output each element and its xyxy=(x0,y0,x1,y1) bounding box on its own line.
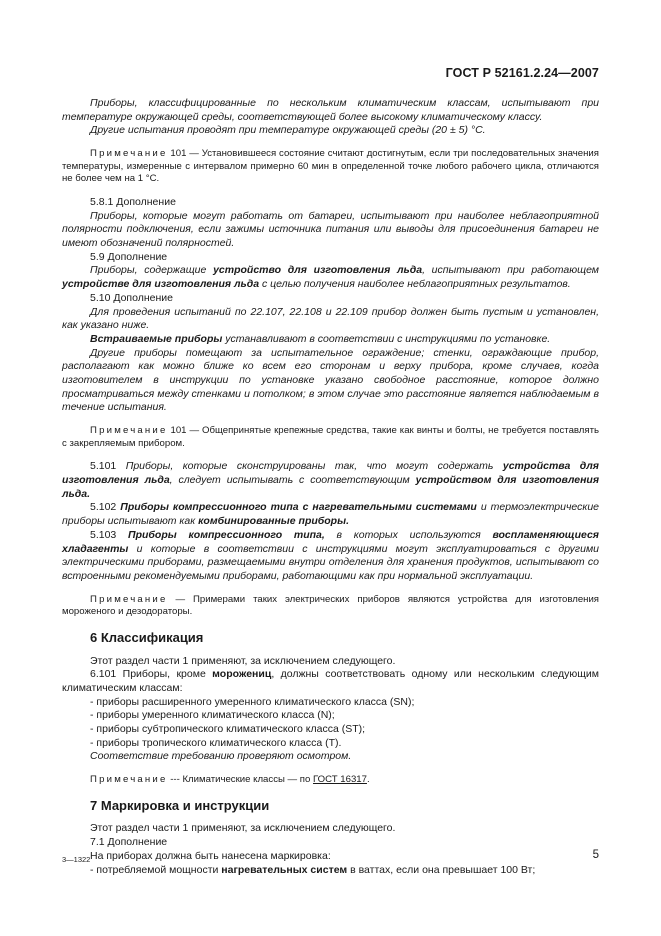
text: в которых используются xyxy=(324,528,493,541)
note-label: Примечание xyxy=(90,148,168,160)
text: и термоэлектрические приборы испытывают как xyxy=(62,501,599,528)
note-label: Примечание xyxy=(90,425,168,437)
section-5-9-title: 5.9 Дополнение xyxy=(90,250,168,263)
text: - потребляемой мощности xyxy=(90,863,222,876)
list-item: - приборы умеренного климатического класса (N); xyxy=(90,709,335,722)
section-7-1-text: На приборах должна быть нанесена маркировка: xyxy=(90,849,331,862)
section-5-8-1-title: 5.8.1 Дополнение xyxy=(90,195,176,208)
term: устройстве для изготовления льда xyxy=(62,278,260,291)
document-header: ГОСТ Р 52161.2.24—2007 xyxy=(445,66,599,80)
section-6-101 xyxy=(62,668,599,695)
clause-number: 5.101 xyxy=(90,460,126,473)
section-5-10-other: Другие приборы помещают за испытательное ограждение; стенки, ограждающие прибор, располагают как можно ближе ко всем его сторонам и верху прибора, кроме случаев, когда изготовителем в инструкции по установке указано свободное расстояние, которое должно просматриваться между стенками и потолком; в этом случае это расстояние является наблюдаемым в течение испытания. xyxy=(62,346,599,414)
section-5-9-text xyxy=(62,264,599,291)
text: 6.101 Приборы, кроме xyxy=(90,668,213,681)
climatic-class-list xyxy=(62,696,599,751)
paragraph-other-tests xyxy=(62,124,599,138)
section-7-1-title: 7.1 Дополнение xyxy=(90,836,168,849)
section-5-10-title: 5.10 Дополнение xyxy=(90,291,173,304)
note-label: Примечание xyxy=(90,774,168,786)
text: Другие испытания проводят при температуре окружающей среды (20 ± 5) °С. xyxy=(90,124,486,137)
note-text: --- Климатические классы — по xyxy=(167,774,314,786)
term: устройства для изготовления льда xyxy=(62,460,599,487)
note-101-fasteners xyxy=(62,425,599,450)
term: Приборы компрессионного типа с нагревательными системами xyxy=(120,501,477,514)
term: Приборы компрессионного типа, xyxy=(128,528,325,541)
text: Приборы, классифицированные по нескольким климатическим классам, испытывают при температуре окружающей среды, соответствующей более высокому климатическому классу. xyxy=(62,97,599,123)
text: и которые в соответствии с инструкциями могут эксплуатироваться с другими электрическими приборами, размещаемыми внутри отделения для хранения продуктов, испытывают со встроенными рекомендуемыми приборами, работающими как при нормальной эксплуатации. xyxy=(62,542,599,582)
note-label: Примечание xyxy=(90,593,168,605)
section-7-intro: Этот раздел части 1 применяют, за исключением следующего. xyxy=(90,822,396,835)
section-7-heading: 7 Маркировка и инструкции xyxy=(90,797,270,813)
note-text: — Примерами таких электрических приборов являются устройства для изготовления мороженого и дезодораторы. xyxy=(62,593,600,618)
note-text: . xyxy=(366,774,370,786)
text: Приборы, которые сконструированы так, что могут содержать xyxy=(125,460,503,473)
clause-number: 5.103 xyxy=(90,528,129,541)
page-number: 5 xyxy=(592,849,599,861)
term: морожениц xyxy=(212,668,272,681)
text: устанавливают в соответствии с инструкциями по установке. xyxy=(222,332,551,345)
section-7-1-item xyxy=(62,864,599,878)
note-text: 101 — Установившееся состояние считают достигнутым, если три последовательных значения температуры, измеренные с интервалом примерно 60 мин в определенной точке любого рабочего цикла, отличаются не более чем на 1 °С. xyxy=(62,148,599,185)
section-6-intro: Этот раздел части 1 применяют, за исключением следующего. xyxy=(90,654,396,667)
text: , должны соответствовать одному или нескольким следующим климатическим классам: xyxy=(62,668,599,694)
paragraph-climatic-classes xyxy=(62,97,599,124)
term: комбинированные приборы. xyxy=(198,515,349,528)
note-examples xyxy=(62,594,599,619)
section-5-103 xyxy=(62,529,599,584)
term: устройством для изготовления льда. xyxy=(62,474,600,500)
section-5-102 xyxy=(62,501,599,528)
text: в ваттах, если она превышает 100 Вт; xyxy=(347,863,536,876)
list-item: - приборы тропического климатического класса (Т). xyxy=(90,736,342,749)
note-101-steady-state xyxy=(62,148,599,186)
section-6-check: Соответствие требованию проверяют осмотром. xyxy=(90,750,352,763)
text: с целью получения наиболее неблагоприятных результатов. xyxy=(259,278,571,291)
term: устройство для изготовления льда xyxy=(213,264,423,277)
text: , следует испытывать с соответствующим xyxy=(169,474,416,487)
term: нагревательных систем xyxy=(221,863,348,876)
section-5-101 xyxy=(62,460,599,501)
page-content xyxy=(62,97,599,877)
clause-number: 5.102 xyxy=(90,501,121,514)
text: Приборы, содержащие xyxy=(90,264,214,277)
footer-code: 3—1322 xyxy=(62,855,91,864)
section-5-10-text: Для проведения испытаний по 22.107, 22.108 и 22.109 прибор должен быть пустым и установлен, как указано ниже. xyxy=(62,305,599,332)
term: воспламеняющиеся хладагенты xyxy=(62,528,599,555)
note-climatic-classes xyxy=(62,774,599,787)
list-item: - приборы расширенного умеренного климатического класса (SN); xyxy=(90,695,415,708)
text: , испытывают при работающем xyxy=(422,264,599,277)
note-text: 101 — Общепринятые крепежные средства, такие как винты и болты, не требуется поставлять с закрепляемым прибором. xyxy=(62,425,599,449)
section-5-10-builtin xyxy=(62,333,599,347)
section-6-heading: 6 Классификация xyxy=(90,629,204,645)
standard-link[interactable]: ГОСТ 16317 xyxy=(313,774,367,786)
section-5-8-1-text: Приборы, которые могут работать от батареи, испытывают при наиболее неблагоприятной полярности подключения, если зажимы источника питания или выводы для присоединения батареи не имеют обозначений полярностей. xyxy=(62,209,599,249)
term: Встраиваемые приборы xyxy=(90,332,223,345)
list-item: - приборы субтропического климатического класса (ST); xyxy=(90,723,366,736)
